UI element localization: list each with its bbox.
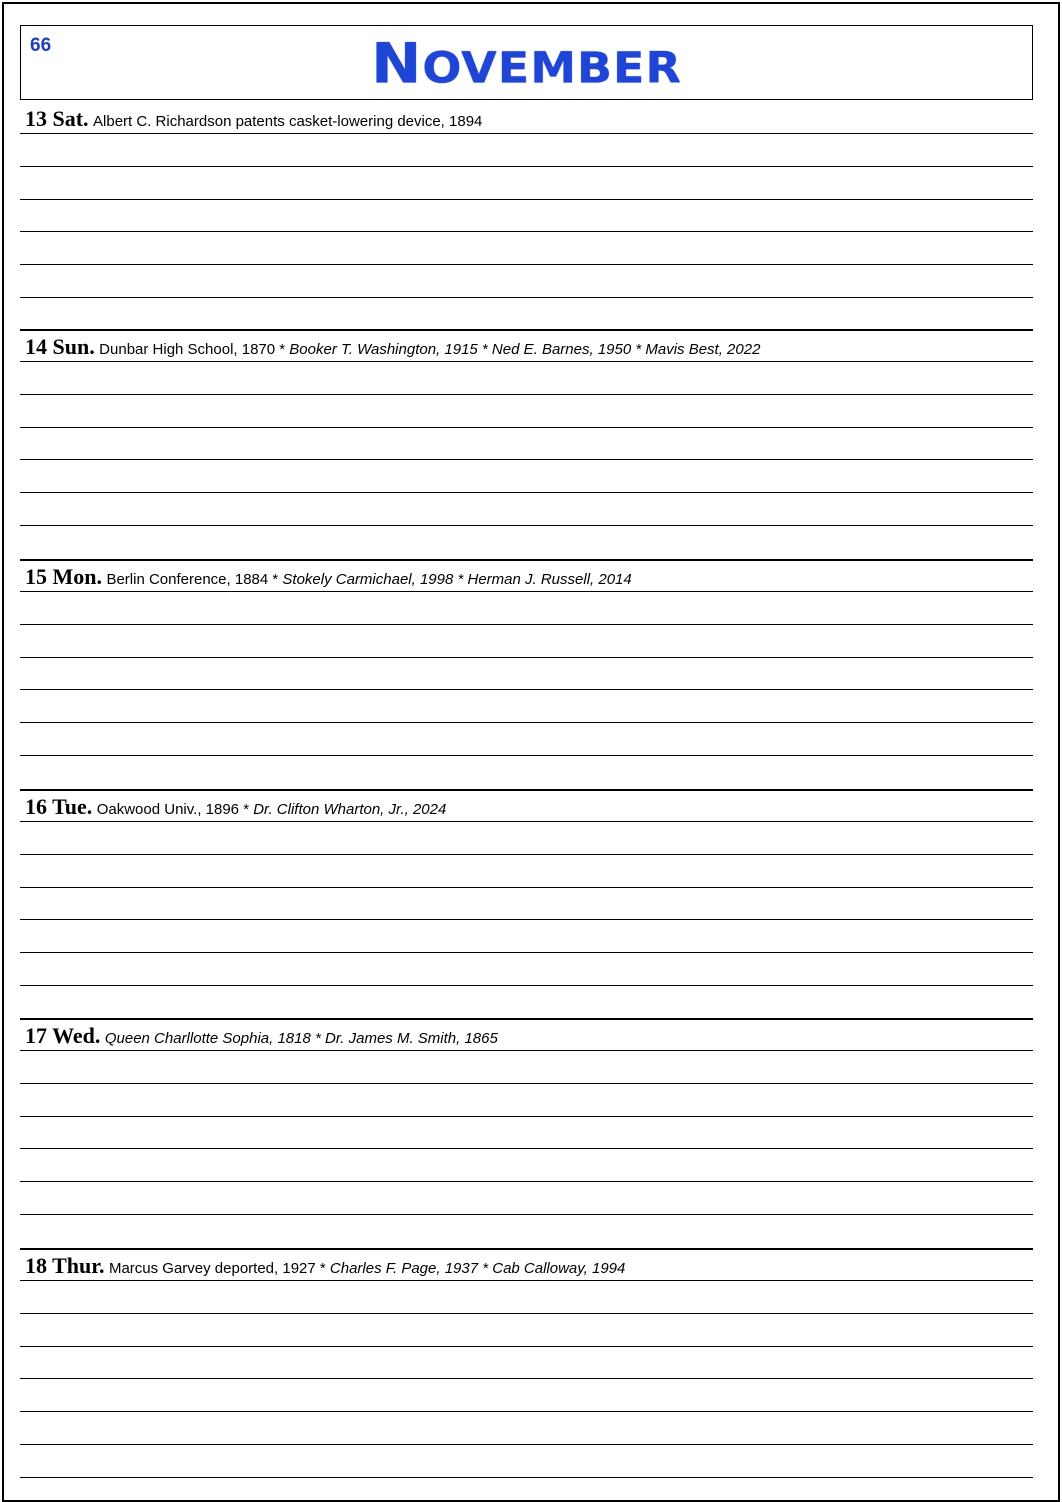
writing-line [20,1280,1033,1281]
writing-line [20,199,1033,200]
day-event: Queen Charllotte Sophia, 1818 * Dr. James M. Smith, 1865 [104,1030,498,1047]
day-label: 16 Tue. [25,794,93,819]
day-label: 14 Sun. [25,334,95,359]
writing-line [20,854,1033,855]
writing-line [20,231,1033,232]
day-event: Charles F. Page, 1937 * Cab Calloway, 1994 [329,1260,626,1277]
writing-line [20,1083,1033,1084]
day-divider [20,789,1033,791]
day-event: Albert C. Richardson patents casket-lowering device, 1894 [93,113,483,130]
day-heading [25,563,632,594]
writing-line [20,1313,1033,1314]
day-event: Stokely Carmichael, 1998 * Herman J. Russell, 2014 [282,571,632,588]
day-heading [25,105,482,136]
writing-line [20,525,1033,526]
writing-line [20,624,1033,625]
writing-line [20,952,1033,953]
writing-line [20,657,1033,658]
writing-line [20,492,1033,493]
writing-line [20,1378,1033,1379]
day-event: Dr. Clifton Wharton, Jr., 2024 [253,801,447,818]
writing-line [20,427,1033,428]
writing-line [20,1444,1033,1445]
writing-line [20,297,1033,298]
writing-line [20,755,1033,756]
page-number: 66 [30,35,52,56]
page-header [20,25,1033,100]
day-event: Booker T. Washington, 1915 * Ned E. Barnes, 1950 * Mavis Best, 2022 [289,341,761,358]
writing-line [20,459,1033,460]
day-label: 17 Wed. [25,1023,101,1048]
day-divider [20,1018,1033,1020]
writing-line [20,821,1033,822]
day-divider [20,1248,1033,1250]
writing-line [20,394,1033,395]
writing-line [20,1346,1033,1347]
day-event: Oakwood Univ., 1896 * [96,801,254,818]
writing-line [20,264,1033,265]
day-event: Marcus Garvey deported, 1927 * [108,1260,330,1277]
writing-line [20,361,1033,362]
writing-line [20,1050,1033,1051]
day-event: Berlin Conference, 1884 * [106,571,283,588]
day-label: 18 Thur. [25,1253,105,1278]
writing-line [20,1148,1033,1149]
month-title [21,31,1032,98]
writing-line [20,919,1033,920]
month-title-rest: OVEMBER [422,43,682,93]
month-title-initial: N [371,31,423,97]
writing-line [20,133,1033,134]
day-label: 15 Mon. [25,564,102,589]
writing-line [20,985,1033,986]
day-heading [25,1022,498,1053]
writing-line [20,722,1033,723]
day-divider [20,559,1033,561]
day-heading [25,793,446,824]
day-event: Dunbar High School, 1870 * [99,341,290,358]
writing-line [20,1477,1033,1478]
writing-line [20,1116,1033,1117]
day-divider [20,329,1033,331]
day-heading [25,1252,625,1283]
day-label: 13 Sat. [25,106,89,131]
day-heading [25,333,760,364]
writing-line [20,887,1033,888]
writing-line [20,1181,1033,1182]
writing-line [20,689,1033,690]
writing-line [20,1411,1033,1412]
writing-line [20,591,1033,592]
writing-line [20,166,1033,167]
writing-line [20,1214,1033,1215]
